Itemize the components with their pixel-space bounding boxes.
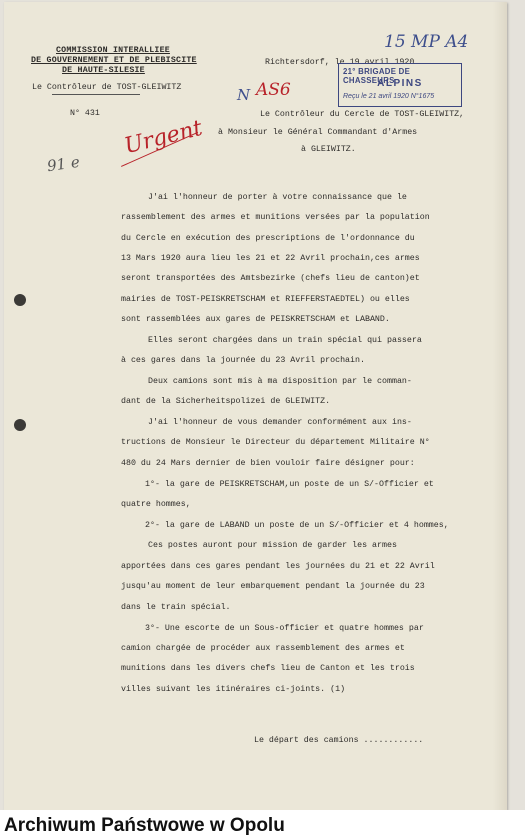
header-commission-line-1: COMMISSION INTERALLIEE	[56, 46, 170, 55]
body-line: mairies de TOST-PEISKRETSCHAM et RIEFFERSTAEDTEL) ou elles	[121, 295, 410, 304]
letter-to-place: à GLEIWITZ.	[301, 145, 356, 154]
body-line: J'ai l'honneur de vous demander conformément aux ins-	[148, 418, 412, 427]
body-line: 3°- Une escorte de un Sous-officier et quatre hommes par	[145, 624, 424, 633]
header-rule	[52, 94, 140, 95]
body-line: munitions dans les divers chefs lieu de Canton et les trois	[121, 664, 415, 673]
body-line: à ces gares dans la journée du 23 Avril prochain.	[121, 356, 365, 365]
handwritten-margin-number: 91 e	[45, 152, 81, 176]
handwritten-urgent: Urgent	[122, 115, 205, 160]
body-line: 480 du 24 Mars dernier de bien vouloir faire désigner pour:	[121, 459, 415, 468]
body-line: 2°- la gare de LABAND un poste de un S/-Officier et 4 hommes,	[145, 521, 449, 530]
place-date: Richtersdorf, le 19 avril 1920	[265, 58, 415, 67]
body-line: sont rassemblées aux gares de PEISKRETSCHAM et LABAND.	[121, 315, 390, 324]
header-controleur-label: Le Contrôleur de TOST-GLEIWITZ	[32, 83, 182, 92]
body-line: Deux camions sont mis à ma disposition par le comman-	[148, 377, 412, 386]
body-line: villes suivant les itinéraires ci-joints. (1)	[121, 685, 346, 694]
body-line: rassemblement des armes et munitions versées par la population	[121, 213, 430, 222]
body-line: J'ai l'honneur de porter à votre connaissance que le	[148, 193, 407, 202]
continuation-line: Le départ des camions ............	[254, 736, 424, 745]
stamp-line-2: ALPINS	[377, 78, 423, 89]
archive-footer	[0, 810, 525, 840]
stamp-line-1: 21° BRIGADE DE CHASSEURS	[343, 67, 411, 85]
handwritten-number-n: N	[237, 86, 251, 104]
letter-number: N° 431	[70, 109, 100, 118]
body-line: quatre hommes,	[121, 500, 191, 509]
handwritten-top-numbers: 15 MP A4	[384, 32, 469, 52]
body-line: du Cercle en exécution des prescriptions de l'ordonnance du	[121, 234, 415, 243]
header-commission-line-2: DE GOUVERNEMENT ET DE PLEBISCITE	[31, 56, 197, 65]
header-commission-line-3: DE HAUTE-SILESIE	[62, 66, 145, 75]
body-line: seront transportées des Amtsbezirke (chefs lieu de canton)et	[121, 274, 420, 283]
body-line: 1°- la gare de PEISKRETSCHAM,un poste de un S/-Officier et	[145, 480, 434, 489]
body-line: jusqu'au moment de leur embarquement pendant la journée du 23	[121, 582, 425, 591]
body-line: apportées dans ces gares pendant les journées du 21 et 22 Avril	[121, 562, 435, 571]
body-line: camion chargée de procéder aux rassemblement des armes et	[121, 644, 405, 653]
punch-hole-bottom	[14, 419, 26, 431]
body-line: Ces postes auront pour mission de garder les armes	[148, 541, 397, 550]
body-line: 13 Mars 1920 aura lieu les 21 et 22 Avril prochain,ces armes	[121, 254, 420, 263]
stamp-line-3: Reçu le 21 avril 1920 N°1675	[343, 93, 435, 100]
body-line: Elles seront chargées dans un train spécial qui passera	[148, 336, 422, 345]
letter-from: Le Contrôleur du Cercle de TOST-GLEIWITZ,	[260, 110, 465, 119]
body-line: dans le train spécial.	[121, 603, 231, 612]
body-line: dant de la Sicherheitspolizei de GLEIWITZ.	[121, 397, 331, 406]
handwritten-number-red: AS6	[256, 80, 291, 100]
punch-hole-top	[14, 294, 26, 306]
archive-name: Archiwum Państwowe w Opolu	[4, 815, 285, 836]
brigade-stamp	[338, 63, 462, 107]
letter-to: à Monsieur le Général Commandant d'Armes	[218, 128, 418, 137]
body-line: tructions de Monsieur le Directeur du département Militaire N°	[121, 438, 430, 447]
